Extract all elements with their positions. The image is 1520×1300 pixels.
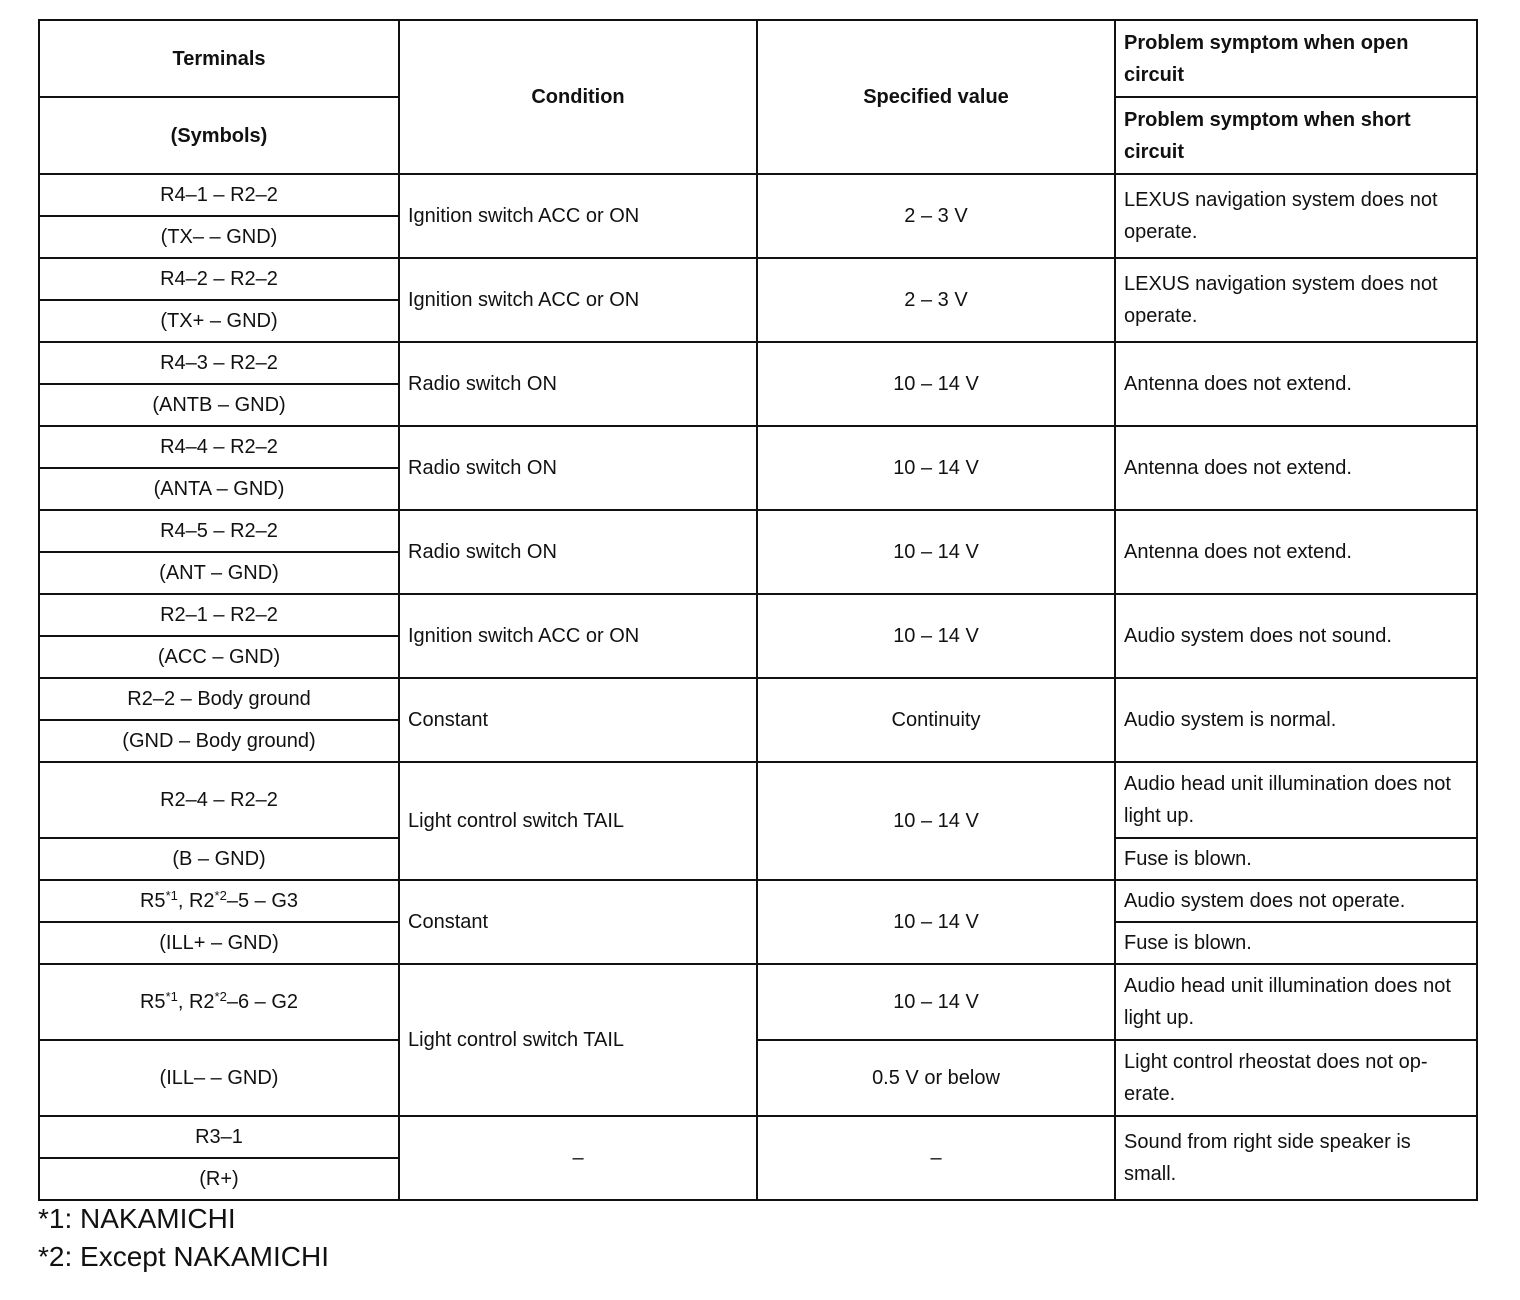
header-row — [39, 20, 1477, 97]
value-cell: 10 – 14 V — [757, 762, 1115, 880]
symptom-cell: Audio head unit illumination does not light up. — [1115, 964, 1477, 1040]
value-cell: 10 – 14 V — [757, 594, 1115, 678]
symptom-cell: LEXUS navigation system does not operate. — [1115, 174, 1477, 258]
terminal-cell: R4–5 – R2–2 — [39, 510, 399, 552]
condition-cell: Constant — [399, 678, 757, 762]
condition-cell: Radio switch ON — [399, 510, 757, 594]
terminal-cell: R3–1 — [39, 1116, 399, 1158]
table-row — [39, 342, 1477, 384]
symptom-open-cell: Audio system does not operate. — [1115, 880, 1477, 922]
table-row — [39, 880, 1477, 922]
symbol-cell: (ACC – GND) — [39, 636, 399, 678]
value-cell: 10 – 14 V — [757, 880, 1115, 964]
symptom-cell: Light control rheostat does not op-erate. — [1115, 1040, 1477, 1116]
value-cell: 2 – 3 V — [757, 258, 1115, 342]
header-condition: Condition — [399, 20, 757, 174]
symptom-cell: Sound from right side speaker is small. — [1115, 1116, 1477, 1200]
terminal-cell: R2–4 – R2–2 — [39, 762, 399, 838]
terminal-cell: R4–2 – R2–2 — [39, 258, 399, 300]
footnote-ref: *1 — [165, 888, 178, 903]
symptom-short-cell: Fuse is blown. — [1115, 838, 1477, 880]
condition-cell: Ignition switch ACC or ON — [399, 594, 757, 678]
condition-cell: Ignition switch ACC or ON — [399, 174, 757, 258]
table-row — [39, 258, 1477, 300]
header-terminals: Terminals — [39, 20, 399, 97]
symbol-cell: (TX+ – GND) — [39, 300, 399, 342]
table-row — [39, 426, 1477, 468]
symbol-cell: (TX– – GND) — [39, 216, 399, 258]
terminal-part: , R2 — [177, 890, 215, 912]
value-cell: 10 – 14 V — [757, 342, 1115, 426]
symptom-cell: Antenna does not extend. — [1115, 426, 1477, 510]
footnote-2: *2: Except NAKAMICHI — [38, 1241, 329, 1272]
table-row — [39, 594, 1477, 636]
terminal-cell: R4–1 – R2–2 — [39, 174, 399, 216]
header-specified-value: Specified value — [757, 20, 1115, 174]
symbol-cell: (R+) — [39, 1158, 399, 1200]
table-row — [39, 762, 1477, 838]
table-row — [39, 174, 1477, 216]
value-cell: Continuity — [757, 678, 1115, 762]
condition-cell: Radio switch ON — [399, 426, 757, 510]
terminal-part: R5 — [139, 890, 166, 912]
terminal-cell: R2–1 – R2–2 — [39, 594, 399, 636]
value-cell: 0.5 V or below — [757, 1040, 1115, 1116]
terminal-part: , R2 — [177, 991, 215, 1013]
symptom-cell: Antenna does not extend. — [1115, 342, 1477, 426]
footnote-ref: *1 — [165, 989, 178, 1004]
symptom-short-cell: Fuse is blown. — [1115, 922, 1477, 964]
symptom-cell: Audio system does not sound. — [1115, 594, 1477, 678]
value-cell: – — [757, 1116, 1115, 1200]
header-short-circuit: Problem symptom when short circuit — [1115, 97, 1477, 174]
symptom-cell: LEXUS navigation system does not operate. — [1115, 258, 1477, 342]
header-symbols: (Symbols) — [39, 97, 399, 174]
table-row — [39, 1116, 1477, 1158]
table-row — [39, 1040, 1477, 1116]
condition-cell: Radio switch ON — [399, 342, 757, 426]
footnotes — [38, 1200, 329, 1276]
symptom-cell: Antenna does not extend. — [1115, 510, 1477, 594]
table-row — [39, 964, 1477, 1040]
condition-cell: Light control switch TAIL — [399, 964, 757, 1116]
value-cell: 10 – 14 V — [757, 426, 1115, 510]
header-open-circuit: Problem symptom when open circuit — [1115, 20, 1477, 97]
symptom-open-cell: Audio head unit illumination does not light up. — [1115, 762, 1477, 838]
condition-cell: Constant — [399, 880, 757, 964]
terminal-part: –6 – G2 — [226, 991, 299, 1013]
terminal-spec-table — [38, 19, 1478, 1201]
symbol-cell: (B – GND) — [39, 838, 399, 880]
symbol-cell: (ILL– – GND) — [39, 1040, 399, 1116]
terminal-cell: R2–2 – Body ground — [39, 678, 399, 720]
condition-cell: Ignition switch ACC or ON — [399, 258, 757, 342]
symbol-cell: (ANTB – GND) — [39, 384, 399, 426]
footnote-ref: *2 — [214, 888, 227, 903]
value-cell: 10 – 14 V — [757, 964, 1115, 1040]
table-row — [39, 510, 1477, 552]
terminal-part: R5 — [139, 991, 166, 1013]
terminal-part: –5 – G3 — [226, 890, 299, 912]
symbol-cell: (ANTA – GND) — [39, 468, 399, 510]
table-row — [39, 678, 1477, 720]
terminal-cell: R4–4 – R2–2 — [39, 426, 399, 468]
value-cell: 10 – 14 V — [757, 510, 1115, 594]
terminal-cell — [39, 880, 399, 922]
footnote-1: *1: NAKAMICHI — [38, 1203, 236, 1234]
footnote-ref: *2 — [214, 989, 227, 1004]
condition-cell: Light control switch TAIL — [399, 762, 757, 880]
terminal-cell — [39, 964, 399, 1040]
symptom-cell: Audio system is normal. — [1115, 678, 1477, 762]
terminal-cell: R4–3 – R2–2 — [39, 342, 399, 384]
condition-cell: – — [399, 1116, 757, 1200]
symbol-cell: (GND – Body ground) — [39, 720, 399, 762]
value-cell: 2 – 3 V — [757, 174, 1115, 258]
symbol-cell: (ANT – GND) — [39, 552, 399, 594]
symbol-cell: (ILL+ – GND) — [39, 922, 399, 964]
